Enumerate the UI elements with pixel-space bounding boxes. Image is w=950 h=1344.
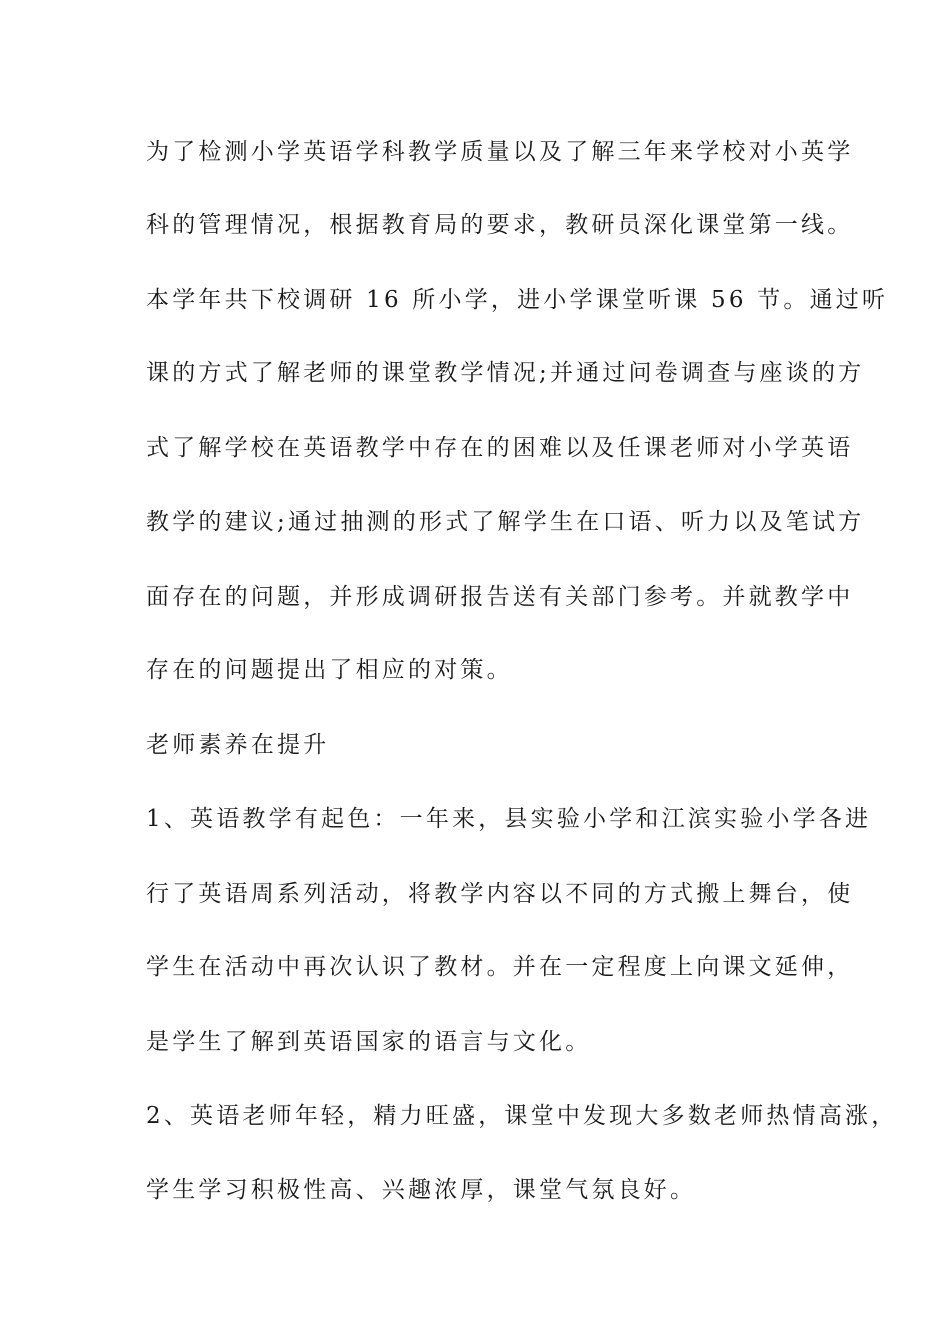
- list-item-line: 1、英语教学有起色：一年来，县实验小学和江滨实验小学各进: [146, 806, 872, 832]
- list-item-line: 学生学习积极性高、兴趣浓厚，课堂气氛良好。: [146, 1177, 697, 1203]
- paragraph-line: 式了解学校在英语教学中存在的困难以及任课老师对小学英语: [146, 435, 854, 461]
- paragraph-line: 科的管理情况，根据教育局的要求，教研员深化课堂第一线。: [146, 212, 854, 238]
- paragraph-line: 本学年共下校调研 16 所小学，进小学课堂听课 56 节。通过听: [146, 287, 889, 313]
- paragraph-line: 为了检测小学英语学科教学质量以及了解三年来学校对小英学: [146, 139, 854, 165]
- paragraph-line: 课的方式了解老师的课堂教学情况;并通过问卷调查与座谈的方: [146, 360, 865, 386]
- paragraph-line: 教学的建议;通过抽测的形式了解学生在口语、听力以及笔试方: [146, 509, 865, 535]
- paragraph-line: 存在的问题提出了相应的对策。: [146, 657, 513, 683]
- list-item-line: 行了英语周系列活动，将教学内容以不同的方式搬上舞台，使: [146, 881, 854, 907]
- section-heading: 老师素养在提升: [146, 732, 330, 758]
- list-item-line: 2、英语老师年轻，精力旺盛，课堂中发现大多数老师热情高涨，: [146, 1103, 898, 1129]
- list-item-line: 是学生了解到英语国家的语言与文化。: [146, 1029, 592, 1055]
- paragraph-line: 面存在的问题，并形成调研报告送有关部门参考。并就教学中: [146, 584, 854, 610]
- list-item-line: 学生在活动中再次认识了教材。并在一定程度上向课文延伸，: [146, 954, 854, 980]
